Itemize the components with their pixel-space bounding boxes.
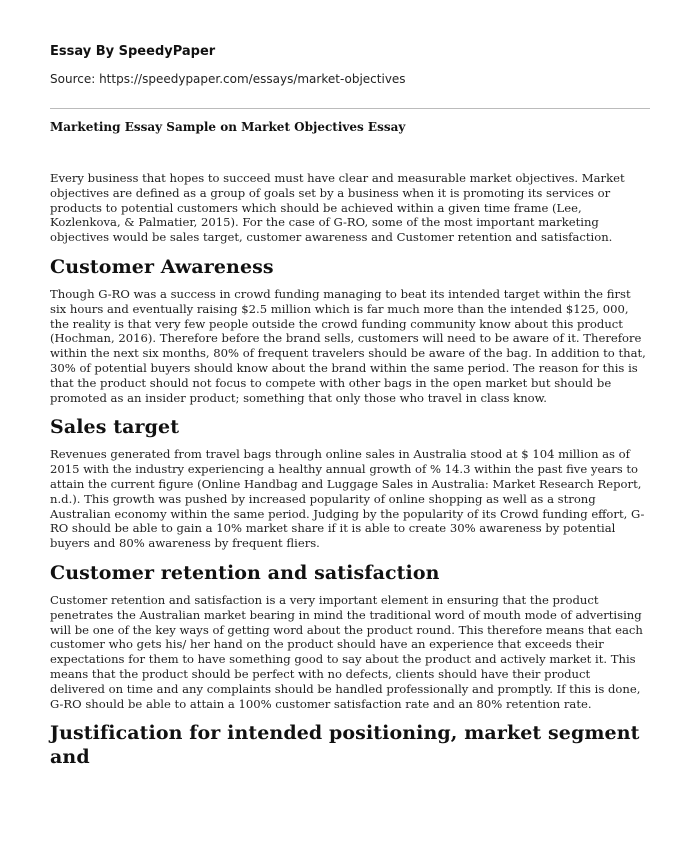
text-line: Kozlenkova, & Palmatier, 2015). For the case of G-RO, some of the most important marketing	[50, 215, 599, 230]
text-line: Revenues generated from travel bags through online sales in Australia stood at $ 104 million as of	[50, 447, 630, 462]
text-line: 2015 with the industry experiencing a healthy annual growth of % 14.3 within the past five years to	[50, 462, 639, 477]
essay-title: Marketing Essay Sample on Market Objectives Essay	[50, 120, 406, 134]
text-line: will be one of the key ways of getting word about the product round. This therefore means that each	[50, 622, 643, 637]
text-line: delivered on time and any complaints should be handled professionally and promptly. If this is done,	[50, 681, 641, 696]
brand-label: Essay By SpeedyPaper	[50, 44, 216, 59]
text-line: promoted as an insider product; something that only those who travel in class know.	[50, 390, 547, 405]
text-line: 30% of potential buyers should know about the brand within the same period. The reason for this is	[50, 360, 638, 375]
text-line: customer who gets his/ her hand on the product should have an experience that exceeds their	[50, 637, 604, 652]
text-line: n.d.). This growth was pushed by increased popularity of online shopping as well as a strong	[50, 491, 596, 506]
text-line: within the next six months, 80% of frequent travelers should be aware of the bag. In addition to that,	[50, 346, 646, 361]
text-line: objectives would be sales target, customer awareness and Customer retention and satisfaction.	[50, 230, 613, 245]
source-line: Source: https://speedypaper.com/essays/market-objectives	[50, 72, 406, 86]
section-paragraph	[50, 593, 650, 711]
text-line: means that the product should be perfect with no defects, clients should have their product	[50, 666, 591, 681]
section-paragraph	[50, 287, 650, 405]
text-line: attain the current figure (Online Handbag and Luggage Sales in Australia: Market Research Report,	[50, 476, 642, 491]
text-line: products to potential customers which should be achieved within a given time frame (Lee,	[50, 200, 582, 215]
text-line: objectives are defined as a group of goals set by a business when it is promoting its services or	[50, 185, 611, 200]
text-line: Australian economy within the same period. Judging by the popularity of its Crowd funding effort, G-	[50, 506, 645, 521]
text-line: buyers and 80% awareness by frequent fliers.	[50, 536, 320, 551]
text-line: the reality is that very few people outside the crowd funding community know about this product	[50, 316, 623, 331]
text-line: G-RO should be able to attain a 100% customer satisfaction rate and an 80% retention rate.	[50, 696, 592, 711]
text-line: Customer retention and satisfaction is a very important element in ensuring that the product	[50, 592, 599, 607]
essay-body	[50, 171, 650, 777]
section-heading-justification: Justification for intended positioning, market segment and	[50, 722, 640, 769]
section-heading-customer-awareness: Customer Awareness	[50, 255, 274, 278]
text-line: that the product should not focus to compete with other bags in the open market but should be	[50, 375, 612, 390]
text-line: RO should be able to gain a 10% market share if it is able to create 30% awareness by potential	[50, 521, 616, 536]
text-line: six hours and eventually raising $2.5 million which is far much more than the intended $125, 000,	[50, 301, 629, 316]
intro-paragraph	[50, 171, 650, 245]
text-line: penetrates the Australian market bearing in mind the traditional word of mouth mode of advertising	[50, 607, 642, 622]
text-line: Every business that hopes to succeed must have clear and measurable market objectives. Market	[50, 171, 625, 185]
section-paragraph	[50, 447, 650, 551]
divider	[50, 108, 650, 109]
text-line: (Hochman, 2016). Therefore before the brand sells, customers will need to be aware of it. Therefore	[50, 331, 642, 346]
text-line: expectations for them to have something good to say about the product and actively market it. This	[50, 652, 636, 667]
section-heading-customer-retention: Customer retention and satisfaction	[50, 561, 440, 584]
section-heading-sales-target: Sales target	[50, 416, 180, 439]
text-line: Though G-RO was a success in crowd funding managing to beat its intended target within the first	[50, 286, 631, 301]
